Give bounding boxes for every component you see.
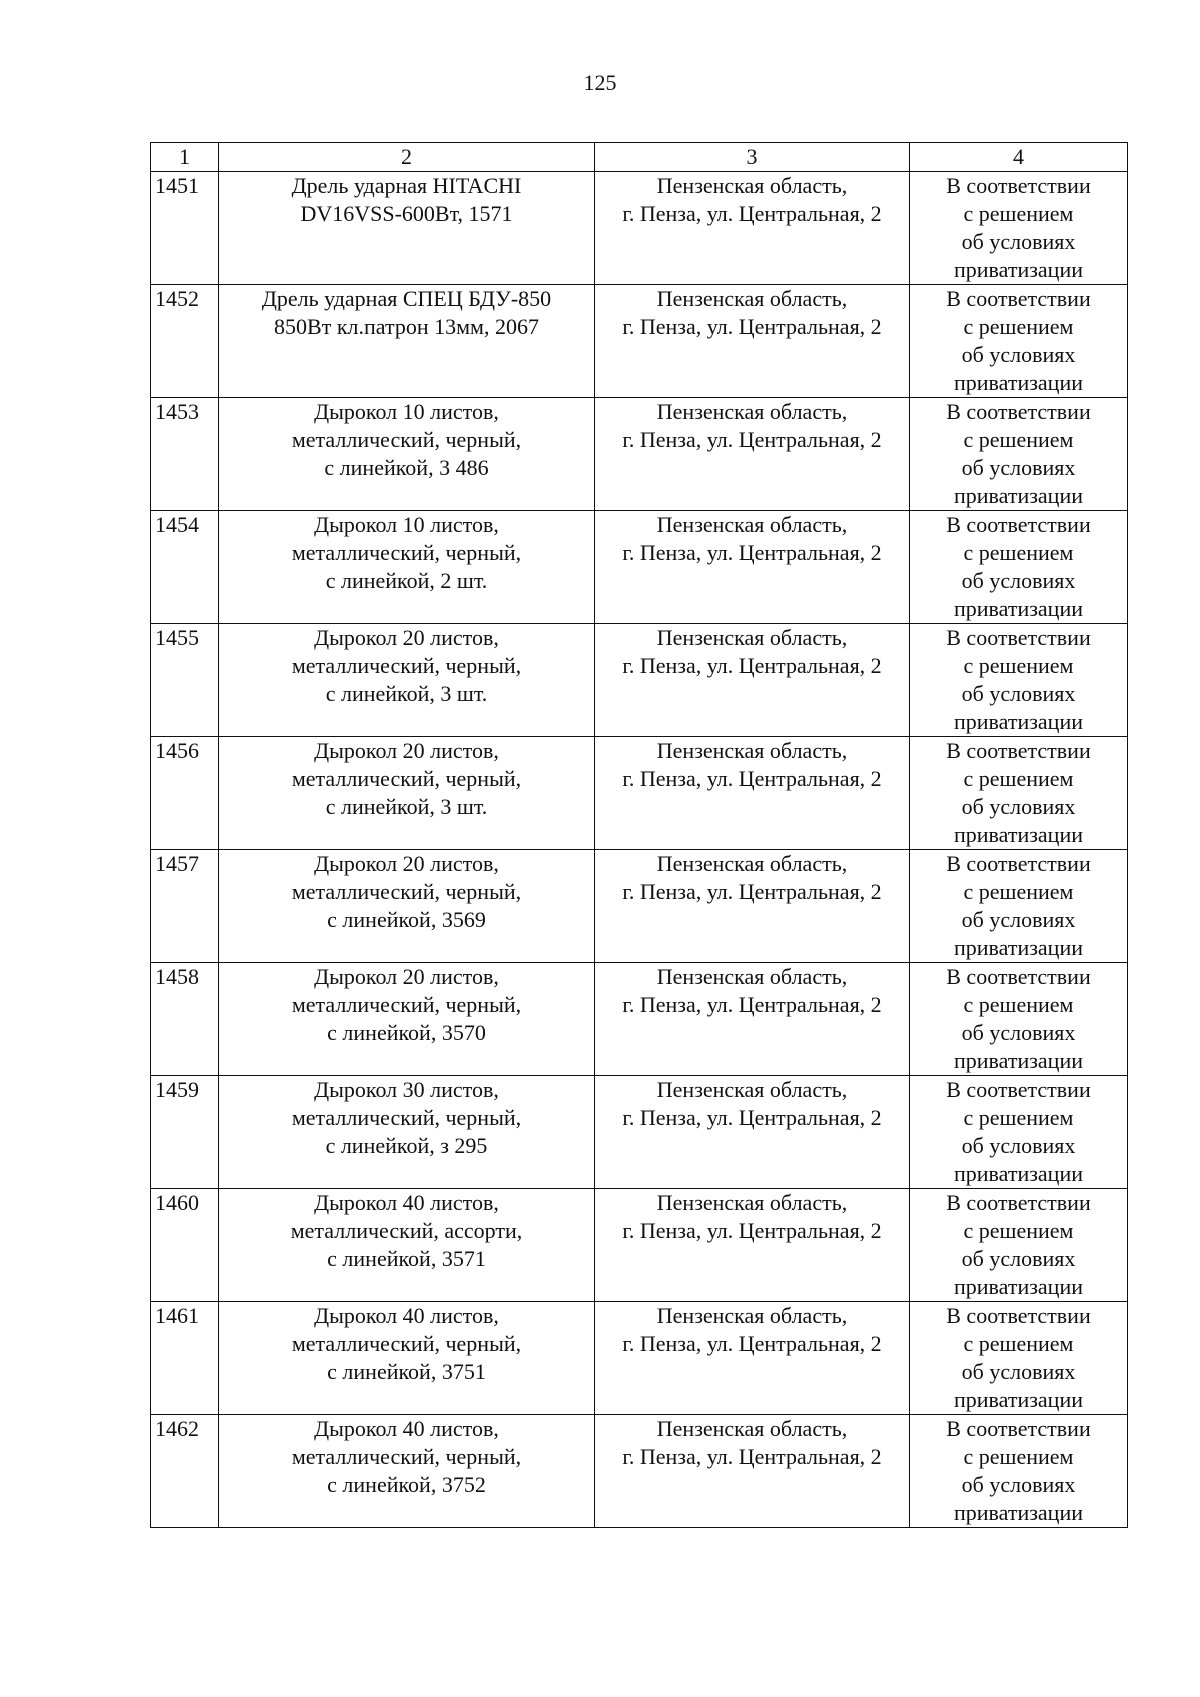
item-address <box>595 963 910 1076</box>
item-condition-line: приватизации <box>953 1161 1083 1186</box>
item-name <box>219 285 595 398</box>
item-condition-line: с решением <box>963 1105 1074 1130</box>
table-header <box>151 143 1128 172</box>
item-condition-line: об условиях <box>961 1246 1076 1271</box>
item-condition-line: об условиях <box>961 1020 1076 1045</box>
item-name <box>219 737 595 850</box>
item-name-line: с линейкой, 3751 <box>327 1359 486 1384</box>
item-name-line: Дырокол 40 листов, <box>314 1303 499 1328</box>
item-address-line: г. Пенза, ул. Центральная, 2 <box>622 201 882 226</box>
item-condition-line: с решением <box>963 540 1074 565</box>
item-condition <box>910 1076 1128 1189</box>
item-name-line: металлический, черный, <box>291 1331 522 1356</box>
item-condition-line: приватизации <box>953 1274 1083 1299</box>
item-condition-line: В соответствии <box>946 1190 1091 1215</box>
item-name-line: металлический, черный, <box>291 1105 522 1130</box>
item-name-line: металлический, ассорти, <box>290 1218 523 1243</box>
table-row <box>151 172 1128 285</box>
item-name-line: Дырокол 20 листов, <box>314 964 499 989</box>
item-name-line: Дырокол 20 листов, <box>314 851 499 876</box>
item-condition-line: В соответствии <box>946 512 1091 537</box>
item-name <box>219 172 595 285</box>
item-condition-line: приватизации <box>953 596 1083 621</box>
item-name-line: Дырокол 20 листов, <box>314 625 499 650</box>
row-number: 1453 <box>151 398 219 511</box>
item-condition-line: В соответствии <box>946 286 1091 311</box>
item-address-line: г. Пенза, ул. Центральная, 2 <box>622 1218 882 1243</box>
item-address-line: Пензенская область, <box>656 512 848 537</box>
row-number: 1456 <box>151 737 219 850</box>
item-condition-line: с решением <box>963 992 1074 1017</box>
item-address-line: Пензенская область, <box>656 851 848 876</box>
item-address <box>595 1302 910 1415</box>
item-name-line: Дрель ударная СПЕЦ БДУ-850 <box>261 286 552 311</box>
item-condition-line: об условиях <box>961 455 1076 480</box>
item-condition-line: приватизации <box>953 1048 1083 1073</box>
item-name-line: металлический, черный, <box>291 427 522 452</box>
property-table <box>150 142 1128 1528</box>
column-header-4: 4 <box>910 143 1128 172</box>
item-condition-line: В соответствии <box>946 399 1091 424</box>
item-address-line: г. Пенза, ул. Центральная, 2 <box>622 879 882 904</box>
item-address-line: г. Пенза, ул. Центральная, 2 <box>622 540 882 565</box>
item-condition-line: В соответствии <box>946 1303 1091 1328</box>
item-name-line: металлический, черный, <box>291 879 522 904</box>
item-condition-line: с решением <box>963 1218 1074 1243</box>
item-address-line: г. Пенза, ул. Центральная, 2 <box>622 427 882 452</box>
item-address-line: г. Пенза, ул. Центральная, 2 <box>622 992 882 1017</box>
item-condition-line: об условиях <box>961 1359 1076 1384</box>
item-condition-line: об условиях <box>961 794 1076 819</box>
item-address <box>595 172 910 285</box>
item-name <box>219 1189 595 1302</box>
item-condition-line: приватизации <box>953 935 1083 960</box>
item-address-line: г. Пенза, ул. Центральная, 2 <box>622 1331 882 1356</box>
item-address-line: Пензенская область, <box>656 625 848 650</box>
item-name-line: с линейкой, 3571 <box>327 1246 486 1271</box>
item-name-line: Дырокол 30 листов, <box>314 1077 499 1102</box>
item-address-line: Пензенская область, <box>656 964 848 989</box>
item-name-line: с линейкой, 3569 <box>327 907 486 932</box>
row-number: 1451 <box>151 172 219 285</box>
item-condition-line: об условиях <box>961 1133 1076 1158</box>
item-name <box>219 511 595 624</box>
item-address-line: Пензенская область, <box>656 1303 848 1328</box>
table-row <box>151 285 1128 398</box>
table-row <box>151 1076 1128 1189</box>
row-number: 1461 <box>151 1302 219 1415</box>
row-number: 1458 <box>151 963 219 1076</box>
item-condition-line: об условиях <box>961 229 1076 254</box>
item-name-line: металлический, черный, <box>291 653 522 678</box>
item-condition <box>910 398 1128 511</box>
table-row <box>151 1302 1128 1415</box>
row-number: 1452 <box>151 285 219 398</box>
item-name <box>219 963 595 1076</box>
column-header-3: 3 <box>595 143 910 172</box>
item-name-line: DV16VSS-600Вт, 1571 <box>300 201 513 226</box>
item-condition-line: об условиях <box>961 1472 1076 1497</box>
item-address <box>595 1189 910 1302</box>
column-header-1: 1 <box>151 143 219 172</box>
table-row <box>151 624 1128 737</box>
item-name <box>219 398 595 511</box>
table-row <box>151 737 1128 850</box>
item-condition-line: В соответствии <box>946 851 1091 876</box>
item-name-line: 850Вт кл.патрон 13мм, 2067 <box>274 314 539 339</box>
item-condition <box>910 285 1128 398</box>
item-address-line: Пензенская область, <box>656 173 848 198</box>
item-address <box>595 737 910 850</box>
row-number: 1459 <box>151 1076 219 1189</box>
item-name-line: с линейкой, з 295 <box>325 1133 488 1158</box>
item-condition <box>910 963 1128 1076</box>
item-name <box>219 1302 595 1415</box>
item-condition-line: с решением <box>963 1331 1074 1356</box>
item-name-line: Дырокол 40 листов, <box>314 1190 499 1215</box>
page-number: 125 <box>583 70 617 95</box>
item-condition-line: приватизации <box>953 822 1083 847</box>
item-condition-line: В соответствии <box>946 625 1091 650</box>
row-number: 1455 <box>151 624 219 737</box>
item-name-line: металлический, черный, <box>291 992 522 1017</box>
item-address-line: г. Пенза, ул. Центральная, 2 <box>622 314 882 339</box>
item-condition <box>910 737 1128 850</box>
table-row <box>151 1415 1128 1528</box>
item-condition-line: с решением <box>963 766 1074 791</box>
item-condition-line: В соответствии <box>946 173 1091 198</box>
item-address <box>595 285 910 398</box>
row-number: 1454 <box>151 511 219 624</box>
table-body <box>151 172 1128 1528</box>
item-address-line: Пензенская область, <box>656 1077 848 1102</box>
item-condition-line: приватизации <box>953 257 1083 282</box>
item-address <box>595 511 910 624</box>
item-condition <box>910 172 1128 285</box>
item-address-line: Пензенская область, <box>656 1190 848 1215</box>
item-name-line: Дырокол 20 листов, <box>314 738 499 763</box>
item-condition-line: В соответствии <box>946 964 1091 989</box>
item-condition <box>910 624 1128 737</box>
row-number: 1457 <box>151 850 219 963</box>
item-condition-line: приватизации <box>953 1387 1083 1412</box>
item-name-line: металлический, черный, <box>291 540 522 565</box>
item-condition-line: приватизации <box>953 709 1083 734</box>
item-condition-line: об условиях <box>961 342 1076 367</box>
item-name-line: Дырокол 10 листов, <box>314 399 499 424</box>
item-condition-line: В соответствии <box>946 1416 1091 1441</box>
item-name <box>219 624 595 737</box>
item-address <box>595 398 910 511</box>
table-row <box>151 511 1128 624</box>
item-address-line: Пензенская область, <box>656 286 848 311</box>
item-condition-line: с решением <box>963 653 1074 678</box>
item-condition-line: приватизации <box>953 370 1083 395</box>
item-condition-line: об условиях <box>961 681 1076 706</box>
item-address-line: г. Пенза, ул. Центральная, 2 <box>622 1444 882 1469</box>
item-condition <box>910 1415 1128 1528</box>
table-row <box>151 1189 1128 1302</box>
item-name-line: с линейкой, 2 шт. <box>325 568 488 593</box>
item-condition <box>910 1302 1128 1415</box>
item-address-line: Пензенская область, <box>656 738 848 763</box>
item-condition-line: с решением <box>963 1444 1074 1469</box>
item-address <box>595 1076 910 1189</box>
table-row <box>151 850 1128 963</box>
item-condition-line: В соответствии <box>946 738 1091 763</box>
item-condition <box>910 850 1128 963</box>
item-condition-line: об условиях <box>961 907 1076 932</box>
item-name-line: Дырокол 10 листов, <box>314 512 499 537</box>
item-address <box>595 850 910 963</box>
item-name <box>219 1076 595 1189</box>
row-number: 1462 <box>151 1415 219 1528</box>
table-row <box>151 963 1128 1076</box>
item-name <box>219 1415 595 1528</box>
item-condition <box>910 511 1128 624</box>
item-name-line: Дырокол 40 листов, <box>314 1416 499 1441</box>
item-name-line: с линейкой, 3570 <box>327 1020 486 1045</box>
item-address-line: Пензенская область, <box>656 1416 848 1441</box>
table-row <box>151 398 1128 511</box>
item-name-line: металлический, черный, <box>291 1444 522 1469</box>
item-name-line: Дрель ударная HITACHI <box>291 173 522 198</box>
item-condition-line: с решением <box>963 879 1074 904</box>
item-address-line: г. Пенза, ул. Центральная, 2 <box>622 1105 882 1130</box>
item-name <box>219 850 595 963</box>
row-number: 1460 <box>151 1189 219 1302</box>
item-condition-line: с решением <box>963 427 1074 452</box>
item-condition-line: приватизации <box>953 1500 1083 1525</box>
item-address-line: Пензенская область, <box>656 399 848 424</box>
item-address-line: г. Пенза, ул. Центральная, 2 <box>622 766 882 791</box>
item-name-line: с линейкой, 3 шт. <box>325 681 488 706</box>
item-address <box>595 624 910 737</box>
item-condition-line: приватизации <box>953 483 1083 508</box>
item-condition <box>910 1189 1128 1302</box>
item-condition-line: с решением <box>963 314 1074 339</box>
item-name-line: с линейкой, 3752 <box>327 1472 486 1497</box>
item-condition-line: с решением <box>963 201 1074 226</box>
item-address <box>595 1415 910 1528</box>
item-address-line: г. Пенза, ул. Центральная, 2 <box>622 653 882 678</box>
column-header-2: 2 <box>219 143 595 172</box>
item-condition-line: В соответствии <box>946 1077 1091 1102</box>
item-name-line: с линейкой, 3 486 <box>324 455 489 480</box>
item-name-line: металлический, черный, <box>291 766 522 791</box>
item-condition-line: об условиях <box>961 568 1076 593</box>
item-name-line: с линейкой, 3 шт. <box>325 794 488 819</box>
header-row <box>151 143 1128 172</box>
